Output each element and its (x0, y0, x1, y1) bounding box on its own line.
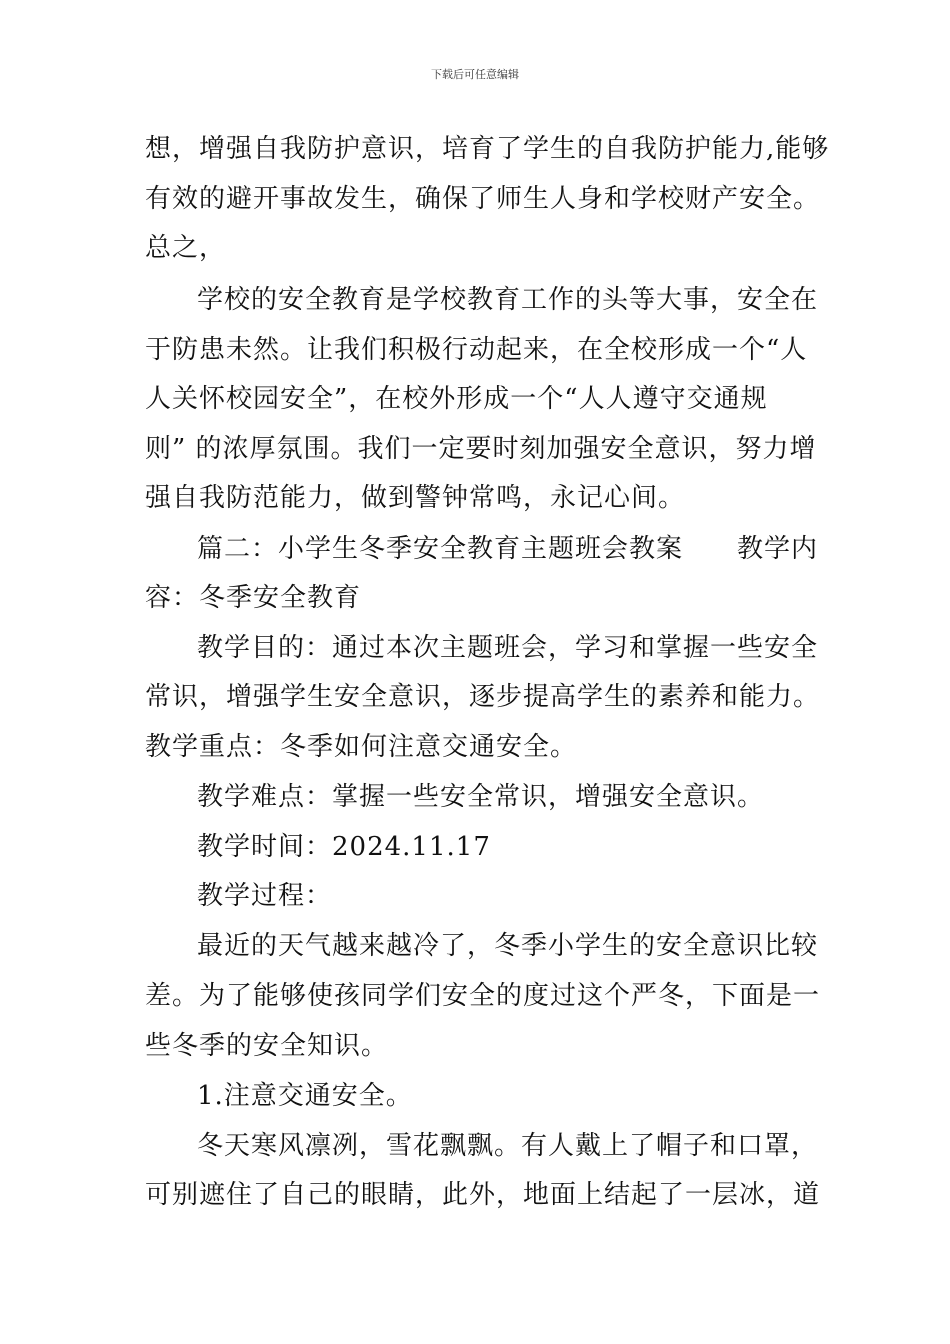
text-line: 1.注意交通安全。 (197, 1081, 413, 1111)
text-line: 些冬季的安全知识。 (145, 1031, 389, 1061)
text-line: 学校的安全教育是学校教育工作的头等大事，安全在 (197, 285, 819, 315)
text-line: 教学时间：2024.11.17 (197, 832, 491, 862)
text-line: 容：冬季安全教育 (145, 583, 362, 613)
text-line: 可别遮住了自己的眼睛，此外，地面上结起了一层冰，道 (145, 1180, 821, 1210)
text-line: 有效的避开事故发生，确保了师生人身和学校财产安全。 (145, 184, 821, 214)
text-line: 教学重点：冬季如何注意交通安全。 (145, 732, 578, 762)
text-line: 差。为了能够使孩同学们安全的度过这个严冬，下面是一 (145, 981, 821, 1011)
text-line: 教学过程： (197, 881, 333, 911)
text-line: 强自我防范能力，做到警钟常鸣，永记心间。 (145, 483, 686, 513)
text-line: 总之， (145, 233, 227, 263)
text-line: 最近的天气越来越冷了，冬季小学生的安全意识比较 (197, 931, 819, 961)
page-header: 下载后可任意编辑 (431, 68, 519, 81)
text-line: 教学难点：掌握一些安全常识，增强安全意识。 (197, 782, 765, 812)
text-line: 于防患未然。让我们积极行动起来，在全校形成一个“人 (145, 335, 808, 365)
text-line: 则” 的浓厚氛围。我们一定要时刻加强安全意识，努力增 (145, 434, 817, 464)
text-line: 教学目的：通过本次主题班会，学习和掌握一些安全 (197, 633, 819, 663)
text-line: 冬天寒风凛冽，雪花飘飘。有人戴上了帽子和口罩， (197, 1131, 819, 1161)
text-line: 常识，增强学生安全意识，逐步提高学生的素养和能力。 (145, 682, 821, 712)
text-line: 想，增强自我防护意识，培育了学生的自我防护能力,能够 (145, 134, 830, 164)
text-line: 人关怀校园安全”，在校外形成一个“人人遵守交通规 (145, 384, 768, 414)
text-line: 篇二：小学生冬季安全教育主题班会教案 教学内 (197, 534, 819, 564)
